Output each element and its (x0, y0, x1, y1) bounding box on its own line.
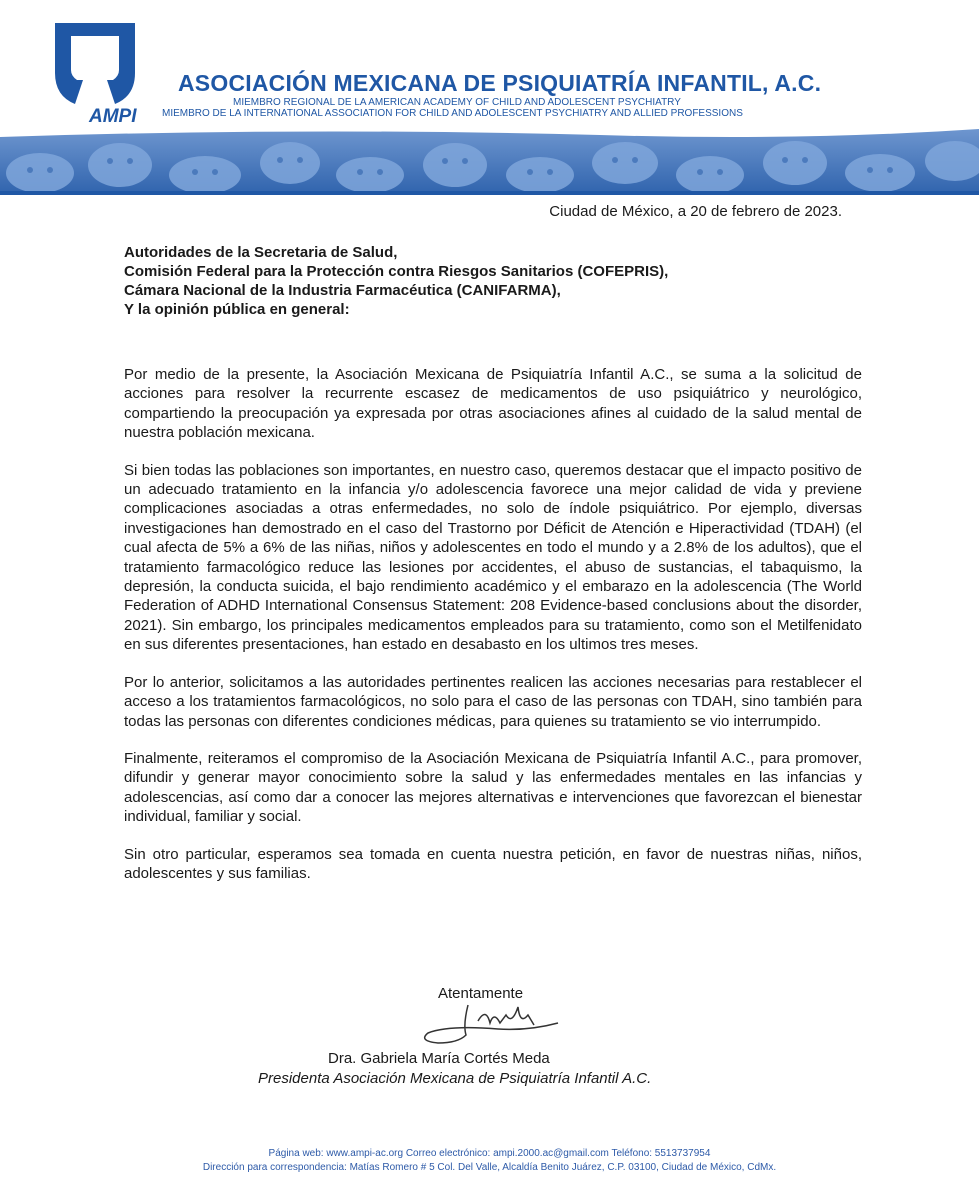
closing-text: Atentamente (438, 985, 524, 1002)
addressee-block (124, 243, 668, 319)
letter-date: Ciudad de México, a 20 de febrero de 2023. (549, 203, 842, 220)
letterhead (0, 0, 979, 200)
membership-line-1: MIEMBRO REGIONAL DE LA AMERICAN ACADEMY OF CHILD AND ADOLESCENT PSYCHIATRY (233, 97, 681, 108)
body-paragraph: Por medio de la presente, la Asociación Mexicana de Psiquiatría Infantil A.C., se suma a la solicitud de acciones para resolver la recurrente escasez de medicamentos de uso psiquiátrico y neurológico, compartiendo la preocupación ya expresada por otras asociaciones afines al cuidado de la salud mental de nuestra población mexicana. (124, 366, 862, 442)
body-paragraph: Finalmente, reiteramos el compromiso de la Asociación Mexicana de Psiquiatría Infantil A.C., para promover, difundir y generar mayor conocimiento sobre la salud y las enfermedades mentales en las infancias y adolescencias, así como dar a conocer las mejores alternativas e intervenciones que favorezcan el bienestar individual, familiar y social. (124, 749, 862, 826)
signer-title: Presidenta Asociación Mexicana de Psiquiatría Infantil A.C. (258, 1070, 652, 1087)
body-paragraph: Por lo anterior, solicitamos a las autoridades pertinentes realicen las acciones necesarias para restablecer el acceso a los tratamientos farmacológicos, no solo para el caso de las personas con TDAH, sino también para todas las personas con diferentes condiciones médicas, para quienes su tratamiento se vio interrumpido. (124, 673, 862, 730)
logo-text: AMPI (89, 106, 137, 127)
addressee-line: Comisión Federal para la Protección contra Riesgos Sanitarios (COFEPRIS), (124, 263, 669, 280)
membership-line-2: MIEMBRO DE LA INTERNATIONAL ASSOCIATION FOR CHILD AND ADOLESCENT PSYCHIATRY AND ALLIED PROFESSIONS (162, 108, 743, 119)
ampi-logo (45, 18, 145, 128)
addressee-line: Y la opinión pública en general: (124, 301, 350, 318)
footer-address: Dirección para correspondencia: Matías Romero # 5 Col. Del Valle, Alcaldía Benito Juárez, C.P. 03100, Ciudad de México, CdMx. (202, 1162, 777, 1173)
letter-body (124, 365, 862, 901)
org-name: ASOCIACIÓN MEXICANA DE PSIQUIATRÍA INFANTIL, A.C. (178, 70, 822, 96)
body-paragraph: Si bien todas las poblaciones son importantes, en nuestro caso, queremos destacar que el impacto positivo de un adecuado tratamiento en la infancia y/o adolescencia favorece una mejor calidad de vida y previene complicaciones asociadas a otras enfermedades, no solo de índole psiquiátrico. Por ejemplo, diversas investigaciones han demostrado en el caso del Trastorno por Déficit de Atención e Hiperactividad (TDAH) (el cual afecta de 5% a 6% de las niñas, niños y adolescentes en todo el mundo y a 2.8% de los adultos), que el tratamiento farmacológico reduce las lesiones por accidentes, el abuso de sustancias, el tabaquismo, la depresión, la conducta suicida, el bajo rendimiento académico y el embarazo en la adolescencia (The World Federation of ADHD International Consensus Statement: 208 Evidence-based conclusions about the disorder, 2021). Sin embargo, los principales medicamentos empleados para su tratamiento, como son el Metilfenidato en sus diferentes presentaciones, han estado en desabasto en los ultimos tres meses. (124, 461, 862, 654)
header-banner (0, 125, 979, 195)
body-paragraph: Sin otro particular, esperamos sea tomada en cuenta nuestra petición, en favor de nuestras niñas, niños, adolescentes y sus familias. (124, 845, 862, 882)
signer-name: Dra. Gabriela María Cortés Meda (328, 1050, 550, 1067)
handwritten-signature (408, 985, 578, 1055)
addressee-line: Autoridades de la Secretaria de Salud, (124, 244, 398, 261)
addressee-line: Cámara Nacional de la Industria Farmacéutica (CANIFARMA), (124, 282, 561, 299)
footer-contact: Página web: www.ampi-ac.org Correo electrónico: ampi.2000.ac@gmail.com Teléfono: 5513737954 (268, 1148, 711, 1159)
